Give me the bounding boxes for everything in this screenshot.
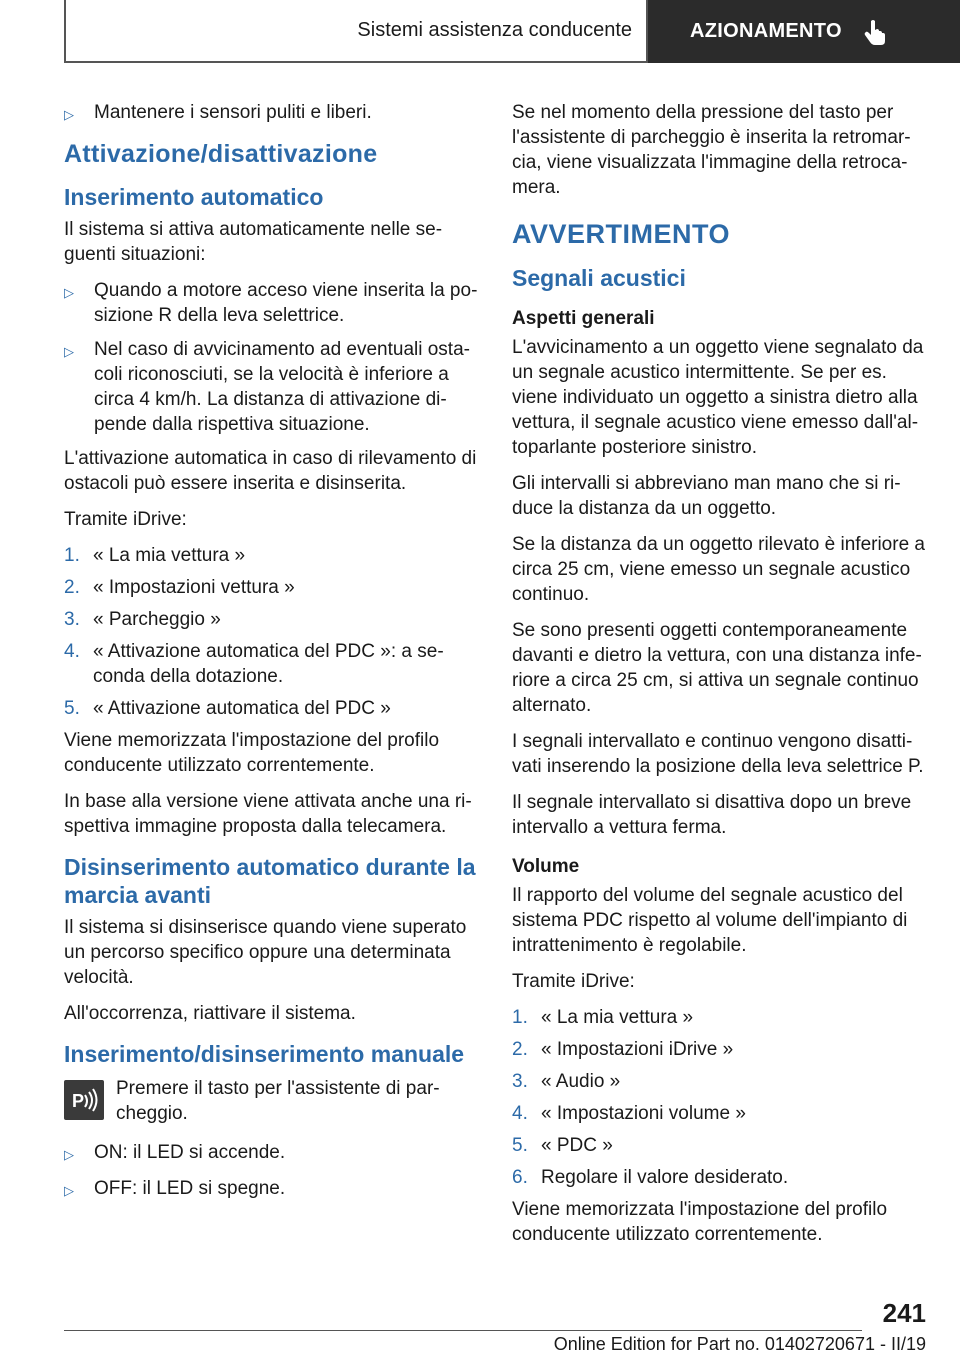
numbered-step xyxy=(64,607,484,632)
step-text: « Attivazione automatica del PDC » xyxy=(93,698,391,719)
triangle-bullet-icon: ▷ xyxy=(64,344,74,359)
paragraph: Se la distanza da un oggetto rilevato è inferiore a circa 25 cm, viene emesso un segnale acustico continuo. xyxy=(512,534,925,605)
step-number: 1. xyxy=(512,1007,528,1028)
numbered-step xyxy=(64,543,484,568)
step-number: 2. xyxy=(512,1039,528,1060)
triangle-bullet-icon: ▷ xyxy=(64,1147,74,1162)
page-number: 241 xyxy=(882,1298,926,1328)
numbered-step xyxy=(512,1069,927,1094)
minor-heading: Aspetti generali xyxy=(512,308,655,329)
list-item xyxy=(64,337,484,437)
step-text: « La mia vettura » xyxy=(541,1007,694,1028)
park-assist-button-icon xyxy=(64,1080,104,1120)
step-number: 1. xyxy=(64,545,80,566)
step-number: 3. xyxy=(512,1071,528,1092)
step-number: 4. xyxy=(512,1103,528,1124)
paragraph: L'avvicinamento a un oggetto viene segnalato da un segnale acustico intermittente. Se per es. viene individuato un oggetto a sinistra dietro alla vettura, il segnale acustico viene emesso dall'altoparlante posteriore sinistro. xyxy=(512,337,924,458)
list-item xyxy=(64,278,484,328)
step-text: « La mia vettura » xyxy=(93,545,246,566)
subsection-heading: Inserimento automatico xyxy=(64,184,324,210)
list-item-text: OFF: il LED si spegne. xyxy=(94,1178,286,1199)
page-header xyxy=(64,0,960,66)
list-item xyxy=(64,1140,484,1167)
warning-heading: AVVERTIMENTO xyxy=(512,219,731,249)
subsection-heading: Inserimento/disinserimento manuale xyxy=(64,1041,465,1067)
paragraph: Il segnale intervallato si disattiva dopo un breve intervallo a vettura ferma. xyxy=(512,792,912,838)
paragraph: I segnali intervallato e continuo vengono disattivati inserendo la posizione della leva selettrice P. xyxy=(512,731,924,777)
right-column xyxy=(512,100,927,1258)
manual-button-instruction xyxy=(64,1076,484,1126)
numbered-step xyxy=(512,1133,927,1158)
numbered-step xyxy=(512,1037,927,1062)
list-item-text: Mantenere i sensori puliti e liberi. xyxy=(94,102,372,123)
list-item-text: Quando a motore acceso viene inserita la posizione R della leva selettrice. xyxy=(94,280,478,326)
paragraph: All'occorrenza, riattivare il sistema. xyxy=(64,1003,356,1024)
step-text: « Impostazioni iDrive » xyxy=(541,1039,734,1060)
step-number: 4. xyxy=(64,641,80,662)
triangle-bullet-icon: ▷ xyxy=(64,285,74,300)
step-text: « Impostazioni volume » xyxy=(541,1103,746,1124)
section-heading: Attivazione/disattivazione xyxy=(64,140,378,168)
section-title: Sistemi assistenza conducente xyxy=(64,0,648,63)
hand-pointer-icon xyxy=(864,19,886,45)
step-text: « Impostazioni vettura » xyxy=(93,577,295,598)
step-text: « Audio » xyxy=(541,1071,621,1092)
paragraph: Il rapporto del volume del segnale acustico del sistema PDC rispetto al volume dell'impianto di intrattenimento è regolabile. xyxy=(512,885,908,956)
paragraph: L'attivazione automatica in caso di rilevamento di ostacoli può essere inserita e disinserita. xyxy=(64,448,477,494)
chapter-tab[interactable] xyxy=(648,0,960,63)
numbered-step xyxy=(64,575,484,600)
subsection-heading: Disinserimento automatico durante la marcia avanti xyxy=(64,854,476,908)
paragraph: Il sistema si attiva automaticamente nelle seguenti situazioni: xyxy=(64,219,443,265)
triangle-bullet-icon: ▷ xyxy=(64,107,74,122)
left-column xyxy=(64,100,484,1212)
footer-divider xyxy=(64,1330,862,1331)
numbered-step xyxy=(64,696,484,721)
step-number: 5. xyxy=(512,1135,528,1156)
numbered-step xyxy=(64,639,484,689)
paragraph: Gli intervalli si abbreviano man mano che si riduce la distanza da un oggetto. xyxy=(512,473,901,519)
step-number: 5. xyxy=(64,698,80,719)
paragraph: Premere il tasto per l'assistente di parcheggio. xyxy=(116,1078,440,1124)
step-number: 3. xyxy=(64,609,80,630)
step-number: 2. xyxy=(64,577,80,598)
edition-footer: Online Edition for Part no. 01402720671 - II/19 xyxy=(553,1334,926,1354)
subsection-heading: Segnali acustici xyxy=(512,265,686,291)
paragraph: Tramite iDrive: xyxy=(512,971,635,992)
paragraph: Se nel momento della pressione del tasto per l'assistente di parcheggio è inserita la retromarcia, viene visualizzata l'immagine della retrocamera. xyxy=(512,102,911,198)
list-item-text: Nel caso di avvicinamento ad eventuali ostacoli riconosciuti, se la velocità è inferiore a circa 4 km/h. La distanza di attivazione dipende dalla rispettiva situazione. xyxy=(94,339,470,435)
step-text: Regolare il valore desiderato. xyxy=(541,1167,789,1188)
chapter-title: AZIONAMENTO xyxy=(690,20,842,42)
numbered-step xyxy=(512,1165,927,1190)
step-text: « Parcheggio » xyxy=(93,609,221,630)
paragraph: Se sono presenti oggetti contemporaneamente davanti e dietro la vettura, con una distanza inferiore a circa 25 cm, si attiva un segnale continuo alternato. xyxy=(512,620,922,716)
svg-text:P: P xyxy=(72,1091,85,1111)
list-item-text: ON: il LED si accende. xyxy=(94,1142,286,1163)
paragraph: Il sistema si disinserisce quando viene superato un percorso specifico oppure una determinata velocità. xyxy=(64,917,467,988)
minor-heading: Volume xyxy=(512,856,580,877)
list-item xyxy=(64,1176,484,1203)
numbered-step xyxy=(512,1005,927,1030)
step-text: « Attivazione automatica del PDC »: a seconda della dotazione. xyxy=(93,641,444,687)
paragraph: Viene memorizzata l'impostazione del profilo conducente utilizzato correntemente. xyxy=(512,1199,888,1245)
paragraph: Tramite iDrive: xyxy=(64,509,187,530)
step-number: 6. xyxy=(512,1167,528,1188)
step-text: « PDC » xyxy=(541,1135,613,1156)
paragraph: Viene memorizzata l'impostazione del profilo conducente utilizzato correntemente. xyxy=(64,730,440,776)
triangle-bullet-icon: ▷ xyxy=(64,1183,74,1198)
paragraph: In base alla versione viene attivata anche una rispettiva immagine proposta dalla telecamera. xyxy=(64,791,472,837)
list-item xyxy=(64,100,484,127)
numbered-step xyxy=(512,1101,927,1126)
